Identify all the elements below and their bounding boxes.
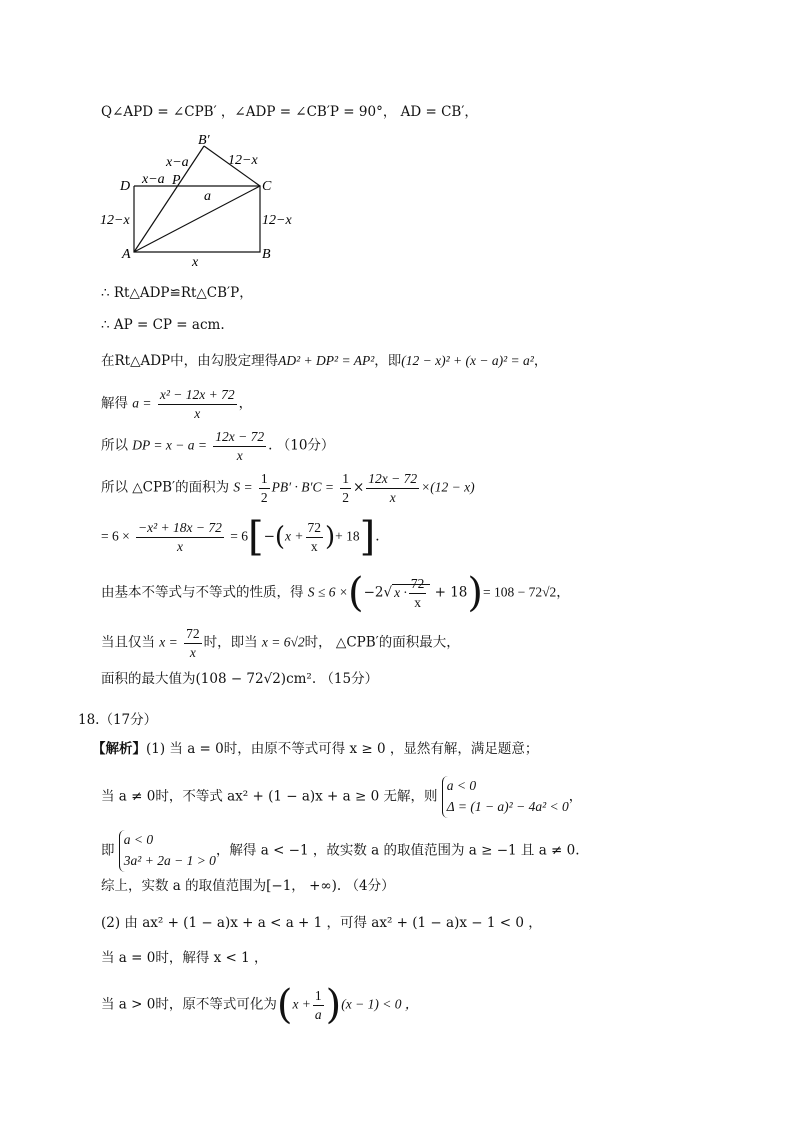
area-half-num: 1 [259, 472, 270, 489]
ineq-result: = 108 − 72√2 [483, 584, 557, 600]
eq-den: x [189, 644, 196, 660]
solve-denominator: x [194, 405, 201, 421]
ineq-rad-den: x [414, 594, 421, 610]
left-paren: ( [274, 522, 286, 552]
line-area-formula: 所以 △CPB′的面积为 S = $\frac{1}{2}$ PB′ · B′C = $\frac{1}{2}$ × $\frac{12x - 72}{x}$ ×(12 − x) [101, 471, 475, 505]
eq-suffix: 时， △CPB′的面积最大， [304, 634, 460, 651]
solve-suffix: ， [238, 395, 253, 412]
q18-3-sys2: 3a² + 2a − 1 > 0 [123, 852, 216, 868]
area-prefix: 所以 △CPB′的面积为 [101, 479, 230, 496]
area2-inner-den: x [310, 538, 318, 554]
pyth-eq2: (12 − x)² + (x − a)² = a² [401, 353, 534, 368]
line-angle-equalities: Q∠APD = ∠CPB′ ，∠ADP = ∠CB′P = 90°， AD = CB′， [101, 104, 478, 120]
label-b-prime: B′ [198, 133, 210, 148]
pyth-suffix: ， [533, 353, 548, 369]
dp-prefix: 所以 [101, 437, 128, 454]
dp-suffix: . （10分） [268, 437, 335, 454]
q18-7-num: 1 [313, 989, 324, 1006]
q18-part2-line2: 当 a = 0时，解得 x < 1 ， [101, 950, 268, 966]
label-d: D [120, 179, 131, 194]
eq-lhs: x = [159, 634, 178, 650]
area-frac-den: x [389, 489, 396, 505]
q18-part1-line2 [101, 776, 582, 818]
solve-numerator: x² − 12x + 72 [158, 388, 237, 405]
ineq-suffix: ， [556, 584, 570, 601]
label-x-minus-a-mid: x−a [142, 172, 165, 187]
area-half-num-2: 1 [340, 472, 351, 489]
label-p: P [172, 173, 181, 188]
q18-7-den: a [314, 1006, 322, 1022]
solve-lhs: a = [132, 395, 152, 411]
label-twelve-minus-x-right: 12−x [262, 213, 292, 228]
right-paren: ) [325, 522, 336, 552]
area2-tail: + 18 [335, 528, 360, 544]
eq-val: x = 6√2 [261, 634, 305, 650]
q18-7-tail: (x − 1) < 0 ， [341, 996, 419, 1012]
line-inequality: 由基本不等式与不等式的性质，得 S ≤ 6 ×(−2√ x · $\frac{72}{x}$ + 18)= 108 − 72√2， [101, 570, 570, 616]
label-b: B [262, 247, 271, 262]
q18-7-left-paren: ( [276, 982, 293, 1028]
q18-7-right-paren: ) [325, 982, 342, 1028]
right-bracket: ] [359, 514, 376, 560]
label-c: C [262, 179, 272, 194]
line-solve-a [101, 388, 252, 420]
q18-3-prefix: 即 [101, 842, 115, 859]
q18-2-suffix: ， [568, 788, 583, 805]
line-equality-condition [101, 627, 460, 659]
left-bracket: [ [247, 514, 264, 560]
eq-prefix: 当且仅当 [101, 634, 155, 651]
ineq-right-paren: ) [467, 570, 484, 616]
ineq-rad-num: 72 [409, 577, 427, 594]
label-twelve-minus-x-left: 12−x [100, 213, 130, 228]
system-of-conditions-1 [442, 776, 569, 818]
pyth-prefix: 在Rt△ADP中，由勾股定理得 [101, 353, 279, 369]
dp-lhs: DP = x − a = [132, 437, 207, 453]
eq-num: 72 [184, 627, 202, 644]
area-tail: ×(12 − x) [421, 479, 475, 495]
line-congruent: ∴ Rt△ADP≌Rt△CB′P， [101, 285, 253, 301]
q18-2-sys1: a < 0 [446, 778, 477, 793]
area-half-den-2: 2 [342, 489, 349, 505]
label-twelve-minus-x-top: 12−x [228, 153, 258, 168]
line-pythagorean [101, 354, 547, 369]
label-x-bottom: x [192, 255, 199, 270]
dp-numerator: 12x − 72 [213, 430, 266, 447]
q18-part1-line1 [92, 743, 538, 757]
area2-mid: = 6 [230, 528, 248, 544]
area2-num: −x² + 18x − 72 [136, 521, 224, 538]
question-18-header: 18.（17分） [78, 712, 158, 728]
area-mid: PB′ · B′C = [271, 479, 334, 495]
area-lhs: S = [233, 479, 253, 495]
q18-part2-line3 [101, 982, 419, 1028]
area-frac-num: 12x − 72 [366, 472, 419, 489]
eq-mid: 时，即当 [203, 634, 258, 651]
q18-2-prefix: 当 a ≠ 0时，不等式 ax² + (1 − a)x + a ≥ 0 无解，则 [101, 788, 438, 805]
area2-lead: = 6 × [101, 528, 130, 544]
q18-3-suffix: ，解得 a < −1 ，故实数 a 的取值范围为 a ≥ −1 且 a ≠ 0. [215, 842, 580, 859]
solve-prefix: 解得 [101, 395, 128, 412]
area-half-den: 2 [260, 489, 268, 505]
geometry-figure [100, 132, 312, 272]
q18-3-sys1: a < 0 [123, 832, 154, 847]
line-max-area: 面积的最大值为(108 − 72√2)cm². （15分） [101, 671, 379, 687]
ineq-lhs: S ≤ 6 × [307, 584, 348, 600]
pyth-mid: ，即 [374, 353, 402, 369]
line-area-expanded: = 6 × $\frac{\text{−x² + 18x − 72}}{x}$ = 6[−(x + $\frac{72}{x}$ )+ 18]. [101, 514, 380, 560]
label-a-diagonal: a [204, 189, 211, 204]
q18-7-prefix: 当 a > 0时，原不等式可化为 [101, 996, 277, 1013]
q18-part1-text: (1) 当 a = 0时，由原不等式可得 x ≥ 0 ，显然有解，满足题意； [146, 741, 539, 757]
pyth-eq: AD² + DP² = AP² [278, 353, 375, 368]
area2-inner-num: 72 [306, 521, 324, 538]
line-ap-equals-cp: ∴ AP = CP = acm. [101, 317, 225, 333]
q18-part1-line3 [101, 830, 580, 872]
system-of-conditions-2 [119, 830, 216, 872]
q18-part2-line1: (2) 由 ax² + (1 − a)x + a < a + 1 ，可得 ax² + (1 − a)x − 1 < 0 ， [101, 915, 542, 931]
q18-2-sys2: Δ = (1 − a)² − 4a² < 0 [446, 798, 569, 814]
analysis-tag: 【解析】 [92, 741, 146, 757]
line-dp [101, 430, 334, 462]
ineq-left-paren: ( [347, 570, 364, 616]
q18-part1-conclusion: 综上，实数 a 的取值范围为[−1， +∞). （4分） [101, 878, 395, 894]
label-x-minus-a-top: x−a [166, 155, 189, 170]
dp-denominator: x [236, 447, 243, 463]
area2-den: x [176, 538, 183, 554]
label-a: A [122, 247, 131, 262]
diagonal-ac [134, 186, 260, 252]
q18-7-inner: x + [292, 996, 311, 1012]
ineq-prefix: 由基本不等式与不等式的性质，得 [101, 584, 304, 601]
